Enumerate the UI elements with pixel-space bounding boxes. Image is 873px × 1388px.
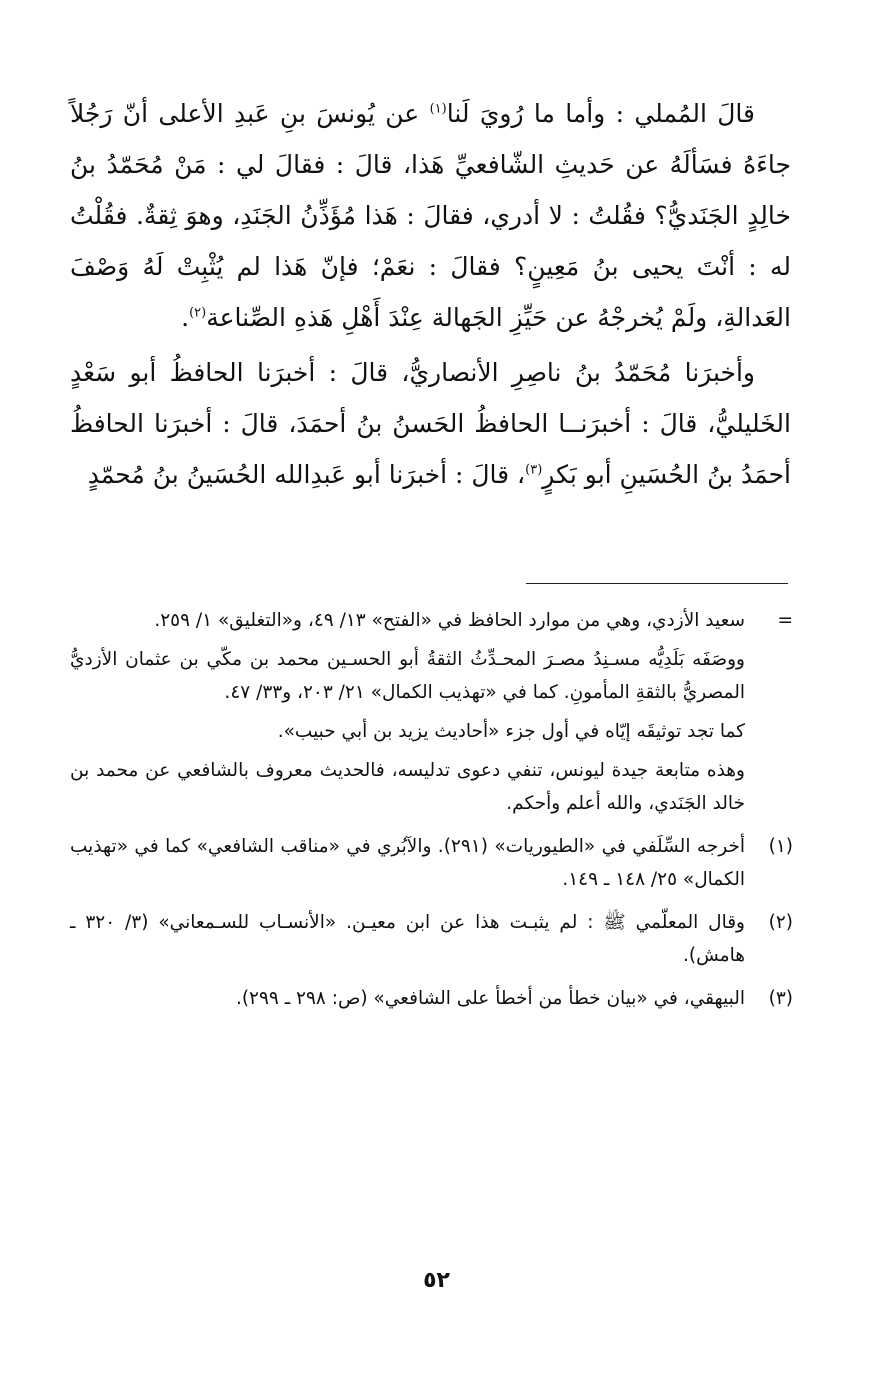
main-paragraph-1 [70, 88, 791, 343]
para1-text-b: عن يُونسَ بنِ عَبدِ الأعلى أنّ رَجُلاً جاءَهُ فسَألَهُ عن حَديثِ الشّافعيِّ هَذا، قالَ : فقالَ لي : مَنْ مُحَمّدُ بنُ خالِدٍ الجَنَديُّ؟ فقُلتُ : لا أدري، فقالَ : هَذا مُؤَذِّنُ الجَنَدِ، وهوَ ثِقةٌ. فقُلْتُ له : أنْتَ يحيى بنُ مَعِينٍ؟ فقالَ : نعَمْ؛ فإنّ هَذا لم يُثْبِتْ لَهُ وَصْفَ العَدالةِ، ولَمْ يُخرجْهُ عن حَيِّزِ الجَهالة عِنْدَ أَهْلِ هَذهِ الصِّناعة [70, 99, 791, 332]
footnote-ref-3[interactable]: (٣) [525, 462, 543, 478]
footnote-continuation-paragraph-2 [70, 643, 793, 709]
footnote-1 [70, 830, 793, 896]
footnote-2 [70, 906, 793, 972]
footnotes-section [70, 604, 793, 1015]
footnote-3-text: البيهقي، في «بيان خطأ من أخطأ على الشافعي» (ص: ٢٩٨ ـ ٢٩٩). [235, 988, 745, 1009]
footnote-1-text: أخرجه السِّلَفي في «الطيوريات» (٢٩١). والآبُري في «مناقب الشافعي» كما في «تهذيب الكمال» ٢٥/ ١٤٨ ـ ١٤٩. [70, 836, 745, 890]
para2-text-a: وأخبرَنا مُحَمّدُ بنُ ناصِرِ الأنصاريُّ، قالَ : أخبرَنا الحافظُ أبو سَعْدٍ الخَليليُّ، قالَ : أخبرَنــا الحافظُ الحَسنُ بنُ أحمَدَ، قالَ : أخبرَنا الحافظُ أحمَدُ بنُ الحُسَينِ أبو بَكرٍ [70, 358, 791, 489]
page-number: ٥٢ [423, 1268, 450, 1293]
footnote-1-mark: (١) [768, 836, 793, 857]
continuation-paragraph-3: كما تجد توثيقَه إيّاه في أول جزء «أحاديث يزيد بن أبي حبيب». [277, 721, 745, 742]
footnote-3-mark: (٣) [768, 988, 793, 1009]
footnote-divider [526, 583, 788, 584]
continuation-line-1: سعيد الأزدي، وهي من موارد الحافظ في «الفتح» ١٣/ ٤٩، و«التغليق» ١/ ٢٥٩. [154, 610, 745, 631]
para1-text-c: . [181, 303, 190, 332]
footnote-ref-2[interactable]: (٢) [189, 305, 207, 321]
footnote-continuation-paragraph-4 [70, 754, 793, 820]
continuation-paragraph-2: ووصَفَه بَلَدِيُّه مسـنِدُ مصـرَ المحـدِّثُ الثقةُ أبو الحسـين محمد بن مكّي بن عثمان الأزديُّ المصريُّ بالثقةِ المأمونِ. كما في «تهذيب الكمال» ٢١/ ٢٠٣، و٣٣/ ٤٧. [70, 649, 745, 703]
footnote-2-text: وقال المعلّمي ﷺ : لم يثبـت هذا عن ابن معيـن. «الأنسـاب للسـمعاني» (٣/ ٣٢٠ ـ هامش). [70, 912, 745, 966]
footnote-continuation-paragraph-3 [70, 715, 793, 748]
footnote-ref-1[interactable]: (١) [429, 101, 447, 117]
continuation-mark: = [777, 610, 793, 631]
continuation-paragraph-4: وهذه متابعة جيدة ليونس، تنفي دعوى تدليسه، فالحديث معروف بالشافعي عن محمد بن خالد الجَنَدي، والله أعلم وأحكم. [70, 760, 745, 814]
footnote-2-mark: (٢) [768, 912, 793, 933]
para2-text-b: ، قالَ : أخبرَنا أبو عَبدِالله الحُسَينُ بنُ مُحمّدٍ [87, 460, 526, 489]
main-text [70, 88, 791, 500]
footnote-continuation [70, 604, 793, 637]
footnote-3 [70, 982, 793, 1015]
para1-text-a: قالَ المُملي : وأما ما رُويَ لَنا [446, 99, 755, 128]
main-paragraph-2 [70, 347, 791, 500]
